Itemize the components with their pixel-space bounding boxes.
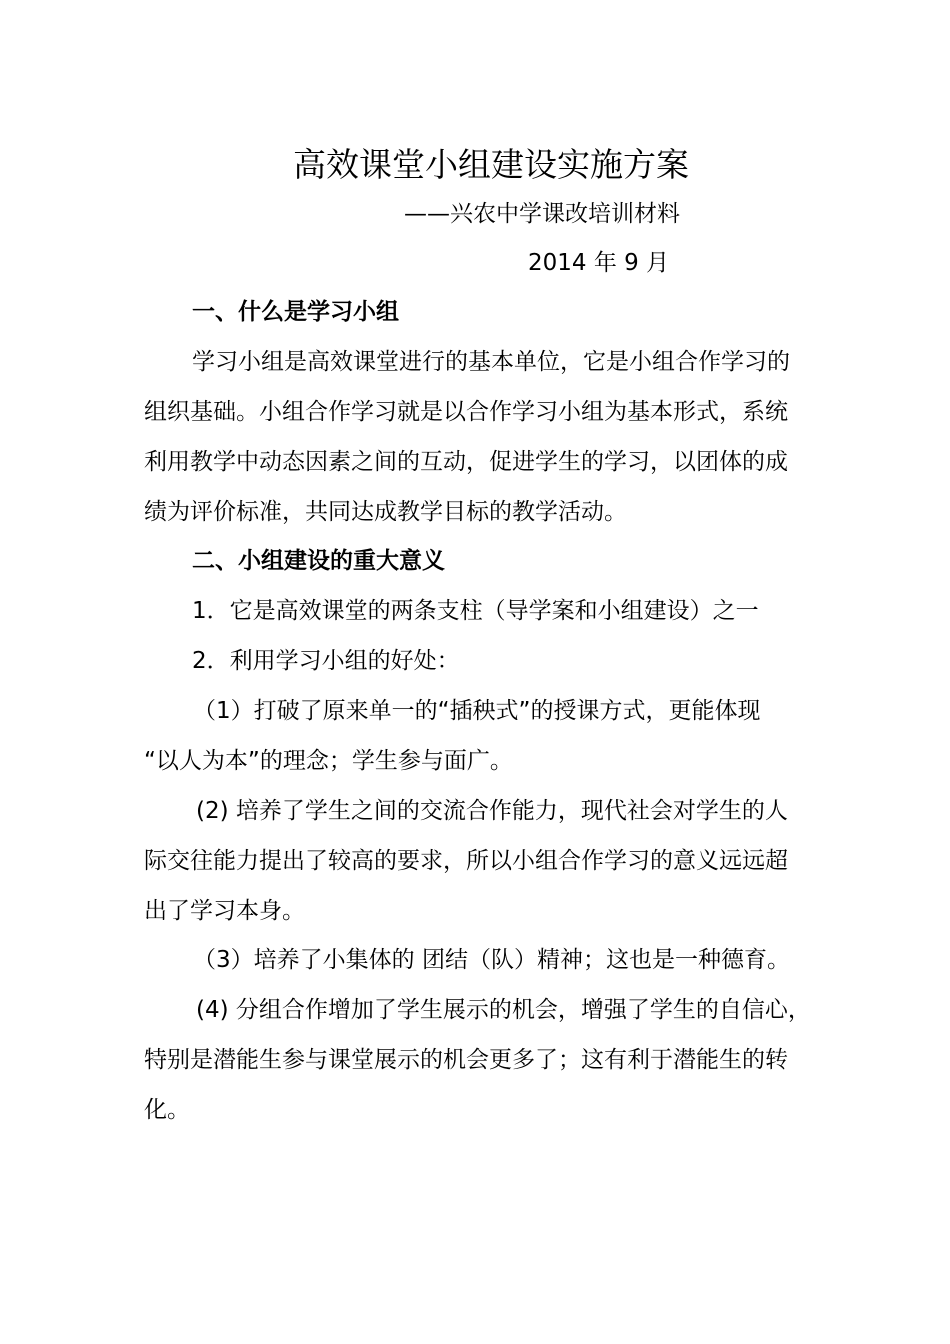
benefit-4-line: 特别是潜能生参与课堂展示的机会更多了；这有利于潜能生的转 [144,1047,788,1073]
benefit-4-line: 化。 [144,1097,190,1123]
benefit-2-line: (2) 培养了学生之间的交流合作能力，现代社会对学生的人 [196,798,788,824]
document-subtitle: ——兴农中学课改培训材料 [404,201,680,227]
benefit-2-line: 出了学习本身。 [144,898,305,924]
section2-heading: 二、小组建设的重大意义 [192,548,445,574]
document-date: 2014 年 9 月 [528,250,670,276]
benefit-4-line: (4) 分组合作增加了学生展示的机会，增强了学生的自信心， [196,997,811,1023]
list-item-2: 2．利用学习小组的好处： [192,648,460,674]
benefit-1-line: （1）打破了原来单一的“插秧式”的授课方式，更能体现 [193,698,761,724]
section1-line: 利用教学中动态因素之间的互动，促进学生的学习，以团体的成 [144,449,788,475]
benefit-3-line: （3）培养了小集体的 团结（队）精神；这也是一种德育。 [193,947,790,973]
section1-line: 学习小组是高效课堂进行的基本单位，它是小组合作学习的 [192,349,790,375]
section1-heading: 一、什么是学习小组 [192,299,399,325]
benefit-2-line: 际交往能力提出了较高的要求，所以小组合作学习的意义远远超 [144,848,788,874]
benefit-1-line: “以人为本”的理念；学生参与面广。 [144,748,513,774]
document-title: 高效课堂小组建设实施方案 [293,145,689,184]
section1-line: 绩为评价标准，共同达成教学目标的教学活动。 [144,499,627,525]
list-item-1: 1．它是高效课堂的两条支柱（导学案和小组建设）之一 [192,598,759,624]
section1-line: 组织基础。小组合作学习就是以合作学习小组为基本形式，系统 [144,399,788,425]
